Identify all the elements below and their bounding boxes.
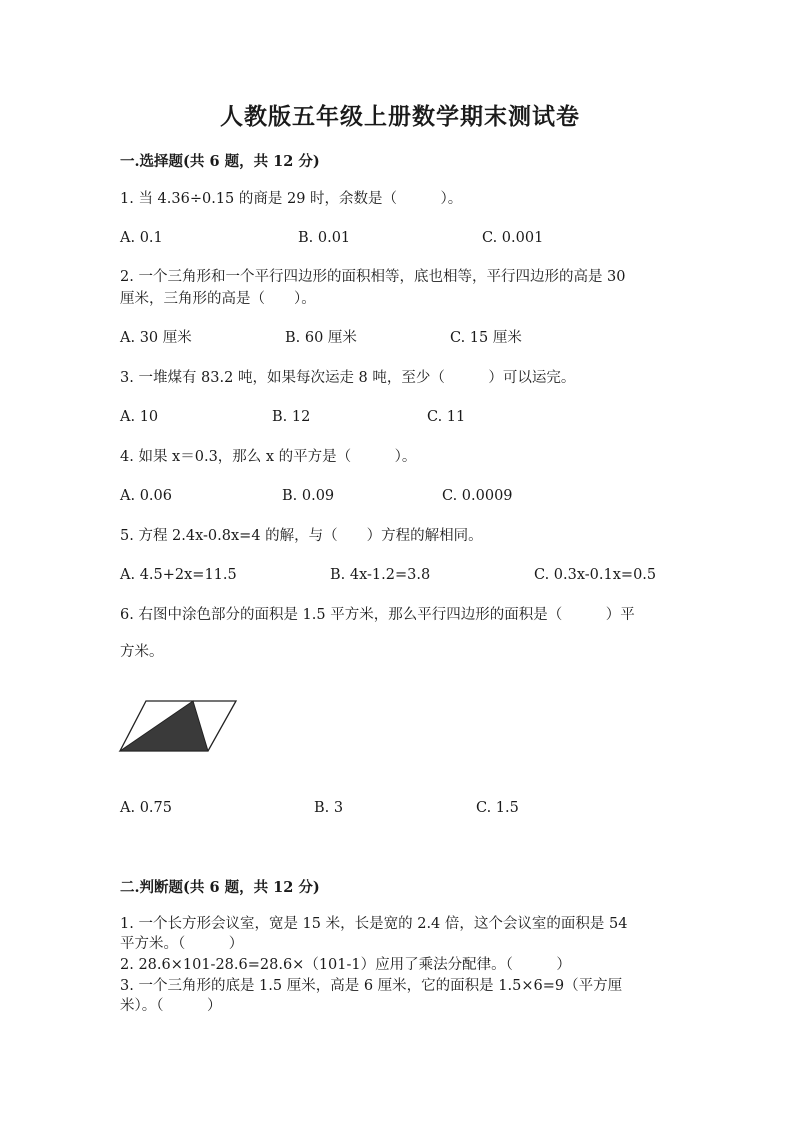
judgement-line-3: 2. 28.6×101-28.6=28.6×（101-1）应用了乘法分配律。（ ） [120, 957, 571, 973]
question-6-stem-line1: 6. 右图中涂色部分的面积是 1.5 平方米，那么平行四边形的面积是（ ）平 [120, 607, 635, 623]
q3-option-a: A. 10 [120, 409, 159, 425]
q6-option-b: B. 3 [314, 800, 344, 816]
q1-option-b: B. 0.01 [298, 230, 351, 246]
q3-option-b: B. 12 [272, 409, 311, 425]
question-2-stem-line2: 厘米，三角形的高是（ ）。 [120, 291, 316, 307]
q5-option-a: A. 4.5+2x=11.5 [120, 567, 237, 583]
question-1-stem: 1. 当 4.36÷0.15 的商是 29 时，余数是（ ）。 [120, 191, 463, 207]
q6-option-c: C. 1.5 [476, 800, 519, 816]
question-3-stem: 3. 一堆煤有 83.2 吨，如果每次运走 8 吨，至少（ ）可以运完。 [120, 370, 576, 386]
q4-option-b: B. 0.09 [282, 488, 335, 504]
judgement-line-1: 1. 一个长方形会议室，宽是 15 米，长是宽的 2.4 倍，这个会议室的面积是 54 [120, 916, 628, 932]
q5-option-c: C. 0.3x-0.1x=0.5 [534, 567, 657, 583]
q2-option-c: C. 15 厘米 [450, 330, 522, 346]
question-5-stem: 5. 方程 2.4x-0.8x=4 的解，与（ ）方程的解相同。 [120, 528, 483, 544]
section-heading-choice: 一.选择题(共 6 题，共 12 分) [120, 153, 320, 170]
question-6-stem-line2: 方米。 [120, 644, 164, 660]
judgement-line-4: 3. 一个三角形的底是 1.5 厘米，高是 6 厘米，它的面积是 1.5×6=9（平方厘 [120, 978, 623, 994]
q4-option-c: C. 0.0009 [442, 488, 513, 504]
q1-option-a: A. 0.1 [120, 230, 163, 246]
question-2-stem-line1: 2. 一个三角形和一个平行四边形的面积相等，底也相等，平行四边形的高是 30 [120, 269, 626, 285]
section-heading-judgement: 二.判断题(共 6 题，共 12 分) [120, 879, 320, 896]
q6-option-a: A. 0.75 [120, 800, 172, 816]
question-4-stem: 4. 如果 x＝0.3，那么 x 的平方是（ ）。 [120, 449, 417, 465]
q4-option-a: A. 0.06 [120, 488, 172, 504]
judgement-line-5: 米）。（ ） [120, 998, 222, 1014]
judgement-line-2: 平方米。（ ） [120, 936, 244, 952]
page-title: 人教版五年级上册数学期末测试卷 [220, 103, 580, 130]
q2-option-b: B. 60 厘米 [285, 330, 357, 346]
parallelogram-figure [118, 697, 242, 755]
q1-option-c: C. 0.001 [482, 230, 544, 246]
q2-option-a: A. 30 厘米 [120, 330, 192, 346]
q3-option-c: C. 11 [427, 409, 466, 425]
q5-option-b: B. 4x-1.2=3.8 [330, 567, 431, 583]
